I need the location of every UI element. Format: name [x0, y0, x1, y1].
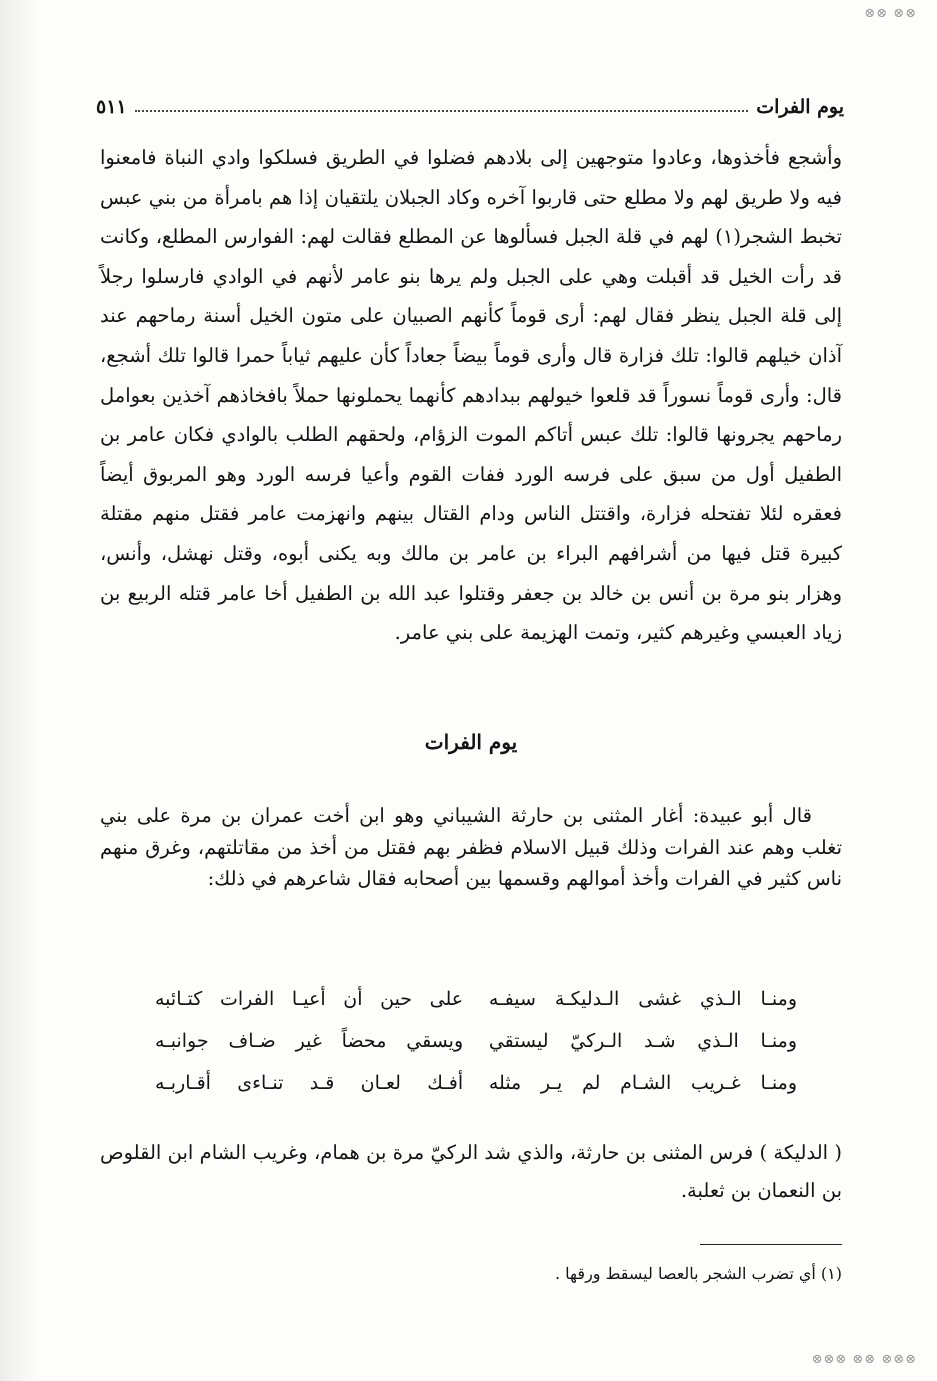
poem-verse	[155, 1072, 797, 1114]
verse-second-hemistich: ويسقي محضاً غير ضـاف جوانبـه	[155, 1030, 464, 1052]
scan-decoration-bottom: ⊗⊗⊗ ⊗⊗ ⊗⊗⊗	[811, 1352, 917, 1367]
footnote: (١) أي تضرب الشجر بالعصا ليسقط ورقها .	[555, 1264, 842, 1283]
paragraph-text: وأشجع فأخذوها، وعادوا متوجهين إلى بلادهم فضلوا في الطريق فسلكوا وادي النباة فامعنوا فيه ولا طريق لهم ولا مطلع حتى قاربوا آخره وكاد الجبلان يلتقيان إذا هم بامرأة من بني عبس تخبط الشجر(١) لهم في قلة الجبل فسألوها عن المطلع فقالت لهم: الفوارس المطلع، وكانت قد رأت الخيل قد أقبلت وهي على الجبل ولم يرها بنو عامر لأنهم في الوادي فارسلوا رجلاً إلى قلة الجبل ينظر فقال لهم: أرى قوماً كأنهم الصبيان على متون الخيل أسنة رماحهم عند آذان خيلهم قالوا: تلك فزارة قال وأرى قوماً بيضاً جعاداً كأن عليهم ثياباً حمرا قالوا تلك أشجع، قال: وأرى قوماً نسوراً قد قلعوا خيولهم ببدادهم كأنهما يحملونها حملاً بافخاذهم آخذين بعوامل رماحهم يجرونها قالوا: تلك عبس أتاكم الموت الزؤام، ولحقهم الطلب بالوادي فكان عامر بن الطفيل أول من سبق على فرسه الورد ففات القوم وأعيا فرسه الورد وهو المربوق أيضاً فعقره لئلا تفتحله فزارة، واقتتل الناس ودام القتال بينهم وانهزمت عامر فقتل منهم مقتلة كبيرة قتل فيها من أشرافهم البراء بن عامر بن مالك وبه يكنى أبوه، وقتل نهشل، وأنس، وهزار بنو مرة بن أنس بن خالد بن جعفر وقتلوا عبد الله بن الطفيل أخا عامر قتله الربيع بن زياد العبسي وغيرهم كثير، وتمت الهزيمة على بني عامر.	[100, 146, 842, 645]
main-paragraph	[100, 138, 842, 653]
poem-verse	[155, 1030, 797, 1072]
verse-first-hemistich: ومنـا غـريب الشـام لم يـر مثله	[488, 1072, 797, 1094]
page-number: ٥١١	[96, 96, 127, 118]
poem-verse	[155, 988, 797, 1030]
poem	[155, 988, 797, 1114]
verse-first-hemistich: ومنـا الـذي شـد الـركيّ ليستقي	[488, 1030, 797, 1052]
paragraph-text: قال أبو عبيدة: أغار المثنى بن حارثة الشيباني وهو ابن أخت عمران بن مرة على بني تغلب وهم عند الفرات وذلك قبيل الاسلام فظفر بهم فقتل من أخذ من مقاتلتهم، وغرق منهم ناس كثير في الفرات وأخذ أموالهم وقسمها بين أصحابه فقال شاعرهم في ذلك:	[100, 804, 842, 890]
verse-second-hemistich: على حين أن أعيـا الفرات كتـائبه	[155, 988, 464, 1010]
commentary-paragraph	[100, 1134, 842, 1210]
section-heading: يوم الفرات	[424, 730, 518, 754]
verse-first-hemistich: ومنـا الـذي غشى الـدليكـة سيفـه	[488, 988, 797, 1010]
dotted-leader	[135, 110, 749, 112]
running-title: يوم الفرات	[756, 96, 844, 118]
page-edge-shadow	[0, 0, 40, 1381]
verse-second-hemistich: أفـك لعـان قـد تنـاءى أقـاربـه	[155, 1072, 464, 1094]
section-paragraph	[100, 800, 842, 895]
paragraph-text: ( الدليكة ) فرس المثنى بن حارثة، والذي شد الركيّ مرة بن همام، وغريب الشام ابن القلوص بن النعمان بن ثعلبة.	[100, 1141, 842, 1202]
running-header	[96, 86, 844, 118]
footnote-rule	[700, 1244, 842, 1245]
scan-decoration-top: ⊗⊗ ⊗⊗	[864, 6, 917, 21]
